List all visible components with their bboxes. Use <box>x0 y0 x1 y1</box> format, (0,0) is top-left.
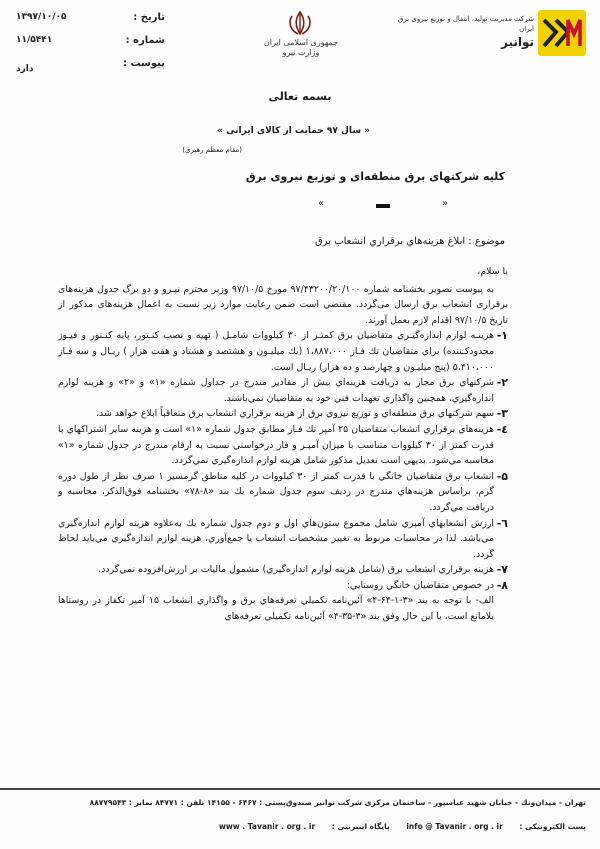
intro-paragraph: به پیوست تصویر بخشنامه شماره ۹۷/۴۳۲۰۰/۲۰/۱۰۰ مورخ ۹۷/۱۰/۵ وزیر محترم نیـرو و دو برگ جدول هزینه‌های برقراری انشعاب برق ارسال می‌گردد. مقتضي است ضمن رعایت موارد زیر نسبت به اعمال هزینه‌های مذکور از تاریخ ۹۷/۱۰/۵ اقدام لازم بعمل آورند. <box>58 283 508 326</box>
email-link[interactable]: info @ Tavanir . org . ir <box>406 822 503 831</box>
quote-marks <box>318 198 448 214</box>
subject-line: موضوع : ابلاغ هزینه‌هاي برقراري انشعاب برق <box>314 236 505 247</box>
quote-left: « <box>318 198 325 209</box>
email-label: پست الکترونیکی : <box>519 822 586 831</box>
addressee: کلیه شرکتهای برق منطقه‌ای و توزیع نیروی برق <box>245 170 505 183</box>
item-number: ٦- <box>496 516 508 530</box>
site-label: پایگاه اینترنتی : <box>331 822 390 831</box>
attachment-label: پیوست : <box>122 58 165 69</box>
list-item <box>58 422 508 469</box>
site-link[interactable]: www . Tavanir . org . ir <box>218 822 316 831</box>
item-number: ۲- <box>496 376 508 390</box>
list-item <box>58 578 508 594</box>
item-text: شرکتهاي برق مجاز به دریافت هزینه‌اي بیش از مقادیر مندرج در جداول شماره «۱» و «۲» و هزینه لوازم اندازه‌گیري، همچنین واگذاري تعهدات فني خود به متقاضیان نمي‌باشند. <box>58 377 494 404</box>
attachment-value: دارد <box>16 64 34 74</box>
list-item <box>58 375 508 406</box>
item-number: ۱- <box>496 329 508 343</box>
item-number: ۵- <box>496 469 508 483</box>
item-text: سهم شرکتهاي برق منطقه‌اي و توزیع نیروي برق از هزینه برقراري انشعاب برق متعاقباً ابلاغ خواهد شد. <box>96 408 494 420</box>
ministry-line2: وزارت نیرو <box>282 48 320 57</box>
list-item <box>58 516 508 563</box>
footer-divider <box>0 788 600 790</box>
number-label: شماره : <box>125 35 165 46</box>
item-number: ٤- <box>496 422 508 436</box>
date-label: تاریخ : <box>133 12 165 23</box>
item-text: ارزش انشعابهاي آمپري شامل مجموع ستون‌هاي اول و دوم جدول شماره یك به‌علاوه هزینه لوازم اندازه‌گیري مي‌باشد. لذا در محاسبات مربوط به تغییر مشخصات انشعاب یا جمع‌آوري، هزینه لوازم اندازه‌گیري مي‌باید لحاظ گردد. <box>58 517 494 560</box>
item-number: ۸- <box>496 578 508 592</box>
tavanir-logo-icon <box>538 10 586 56</box>
item-text: در خصوص متقاضیان خانگي روستایي: <box>346 579 494 591</box>
item-text: هزینه برقراري انشعاب برق (شامل هزینه لوازم اندازه‌گیري) مشمول مالیات بر ارزش‌افزوده نمي‌گردد. <box>98 564 494 576</box>
ministry-block <box>262 38 340 58</box>
item-text: هزینـه لوازم اندازه‌گیـري متقاضیان برق کمتـر از ۳۰ کیلووات شامـل ( تهیه و نصب کنـتور، پایه کنـتور و فیـوز محدودکـننده) براي متقاضیان تك فـاز ۱،۸۸۷،۰۰۰ (یك میلیـون و هشتصد و هشتاد و هفت هزار ) ریـال و سه فـاز ۵،۴۱۰،۰۰۰ (پنج میلیـون و چهارصد و ده هزار) ریـال است. <box>58 330 494 373</box>
footer-address: تهران - میدان‌ونك - خیابان شهید عباسپور - ساختمان مرکزی شرکت توانیر صندوق‌پستی : ۶۴۶۷ - ۱۴۱۵۵ تلفن : ۸۴۷۷۱ نمابر : ۸۸۷۷۹۵۴۳ <box>89 798 586 807</box>
letter-body <box>58 264 508 625</box>
ministry-line1: جمهوری اسلامی ایران <box>263 38 339 47</box>
slogan: « سال ۹۷ حمایت از کالای ایرانی » <box>217 126 370 136</box>
company-line: شرکت مدیریت تولید، انتقال و توزیع نیروی برق ایران <box>397 15 534 33</box>
date-value: ۱۳۹۷/۱۰/۰۵ <box>16 12 67 22</box>
item-number: ۳- <box>496 407 508 421</box>
list-item <box>58 328 508 375</box>
number-value: ۱۱/۵۴۴۱ <box>16 35 53 45</box>
item-text: هزینه‌هاي برقراري انشعاب متقاضیان ۲۵ آمپر تك فـاز مطابق جدول شماره «۱» است و هزینه سایر اشتراکهاي با قدرت کمتر از ۳۰ کیلووات متناسب با میزان آمپـر و فاز درخواستي نسبت به ارقام مندرج در جدول شماره «۱» محاسبه مي‌شود. بدیهي است تعدیل مذکور شامل هزینه لوازم اندازه‌گیري نمي‌گردد. <box>58 423 494 467</box>
item-number: ۷- <box>496 563 508 577</box>
list-item <box>58 562 508 578</box>
company-name-block <box>384 14 534 49</box>
list-item <box>58 406 508 422</box>
meta-labels <box>105 12 165 81</box>
besmellah-heading: بسمه تعالی <box>268 90 332 103</box>
footer-contacts <box>16 822 586 831</box>
item-text: انشعاب برق متقاضیان خانگي با قدرت کمتر از ۳۰ کیلووات در کلیه مناطق گرمسیر ۱ صرف نظر از طول دوره گرم، براساس هزینه‌هاي مندرج در ردیف سوم جدول شماره یك بند «۸-۷۸» بخشنامه فوق‌الذکر، محاسبه و دریافت مي‌گردد. <box>58 470 495 513</box>
iran-emblem-icon <box>278 10 322 36</box>
quote-right: » <box>441 198 448 209</box>
redaction-bar <box>376 204 390 208</box>
meta-values <box>16 12 76 87</box>
company-name: توانیر <box>500 35 534 49</box>
slogan-note: (مقام معظم رهبری) <box>182 146 242 154</box>
item8-sub-paragraph: الف- با توجه به بند «۳-۱-۶۴-۴» آئین‌نامه تکمیلي تعرفه‌هاي برق و واگذاري انشعاب ۱۵ آمپر تکفاز در روستاها بلامانع است، با این حال وفق بند «۳-۳۵-۴» آئین‌نامه تکمیلي تعرفه‌هاي <box>58 595 495 623</box>
list-item <box>58 469 508 516</box>
greeting: با سلام، <box>477 266 508 277</box>
